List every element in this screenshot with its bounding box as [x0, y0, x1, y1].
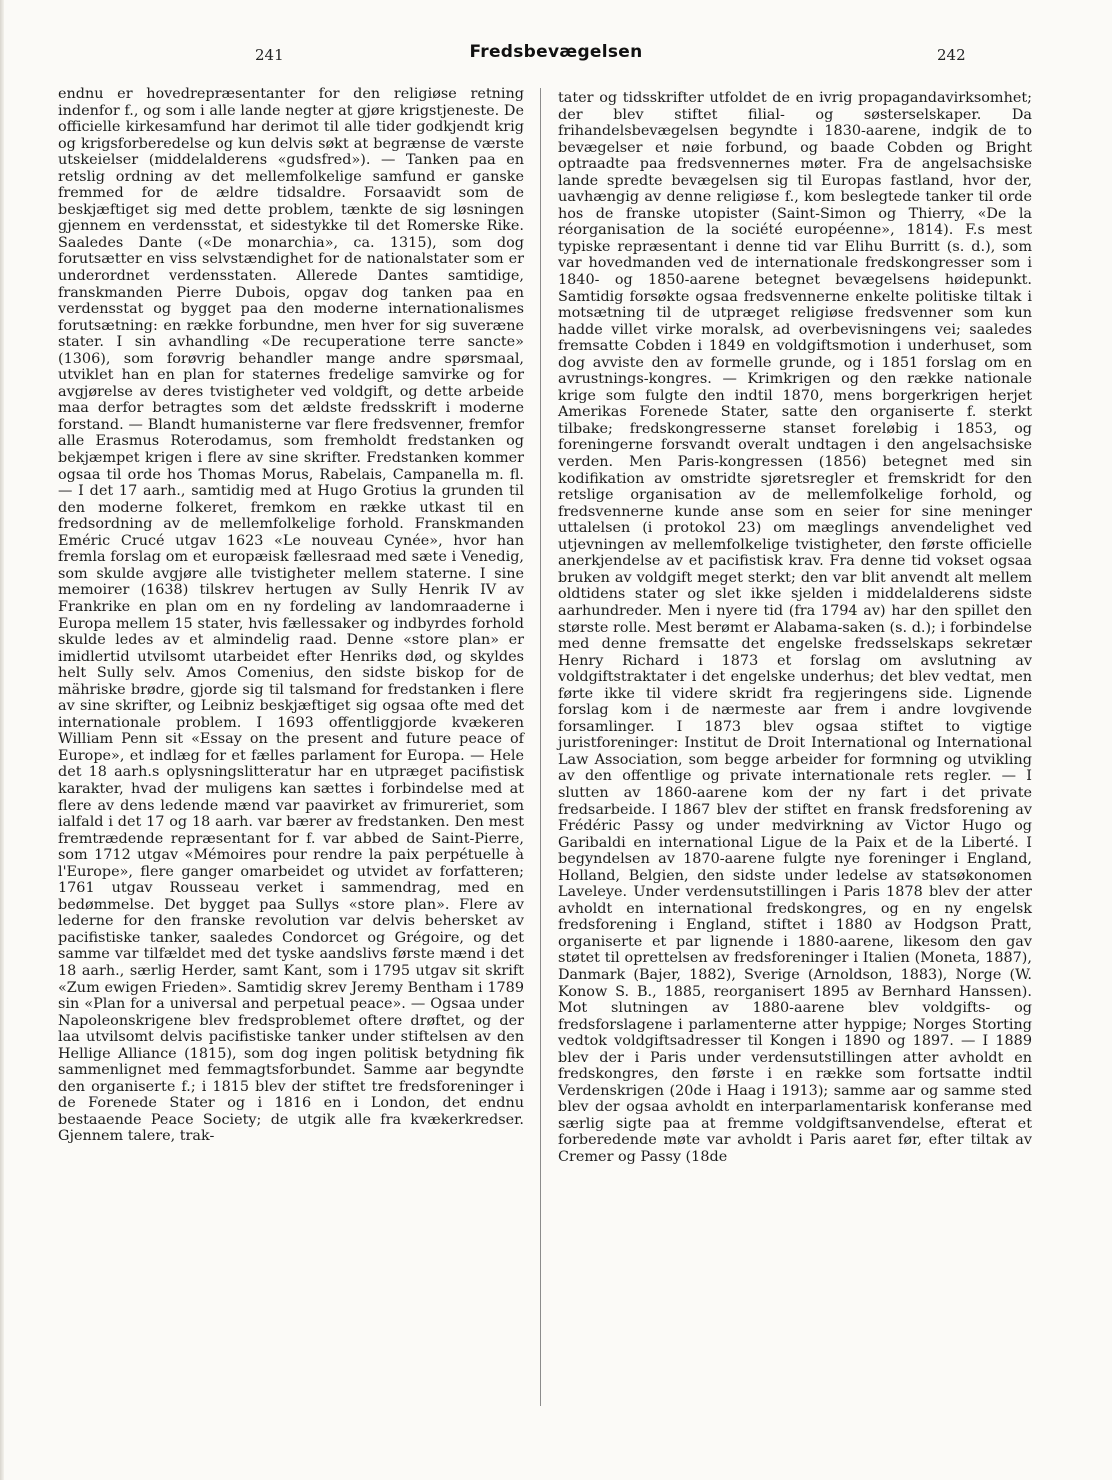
left-column-text: endnu er hovedrepræsentanter for den religiøse retning indenfor f., og som i alle lande negter at gjøre krigstjeneste. De officielle kirkesamfund har derimot til alle tider godkjendt krig og krigsforberedelse og kun delvis søkt at begrænse de værste utskeielser (middelalderens «gudsfred»). — Tanken paa en retslig ordning av det mellemfolkelige samfund er ganske fremmed for de ældre tidsaldre. Forsaavidt som de beskjæftiget sig med dette problem, tænkte de sig løsningen gjennem en verdensstat, et sidestykke til det Romerske Rike. Saaledes Dante («De monarchia», ca. 1315), som dog forutsætter en viss selvstændighet for de nationalstater som er underordnet verdensstaten. Allerede Dantes samtidige, franskmanden Pierre Dubois, opgav dog tanken paa en verdensstat og bygget paa den moderne internationalismes forutsætning: en række forbundne, men hver for sig suveræne stater. I sin avhandling «De recuperatione terre sancte» (1306), som forøvrig behandler mange andre spørsmaal, utviklet han en plan for staternes fredelige samvirke og for avgjørelse av deres tvistigheter ved voldgift, og dette arbeide maa derfor betragtes som det ældste fredsskrift i moderne forstand. — Blandt humanisterne var flere fredsvenner, fremfor alle Erasmus Roterodamus, som fremholdt fredstanken og bekjæmpet krigen i flere av sine skrifter. Fredstanken kommer ogsaa til orde hos Thomas Morus, Rabelais, Campanella m. fl. — I det 17 aarh., samtidig med at Hugo Grotius la grunden til den moderne folkeret, fremkom en række utkast til en fredsordning av de mellemfolkelige forhold. Franskmanden Eméric Crucé utgav 1623 «Le nouveau Cynée», hvor han fremla forslag om et europæisk fællesraad med sæte i Venedig, som skulde avgjøre alle tvistigheter mellem staterne. I sine memoirer (1638) tilskrev hertugen av Sully Henrik IV av Frankrike en plan om en ny fordeling av landomraaderne i Europa mellem 15 stater, hvis fællessaker og indbyrdes forhold skulde ledes av et almindelig raad. Denne «store plan» er imidlertid utvilsomt utarbeidet efter Henriks død, og skyldes helt Sully selv. Amos Comenius, den sidste biskop for de mähriske brødre, gjorde sig til talsmand for fredstanken i flere av sine skrifter, og Leibniz beskjæftiget sig ogsaa ofte med det internationale problem. I 1693 offentliggjorde kvækeren William Penn sit «Essay on the present and future peace of Europe», et indlæg for et fælles parlament for Europa. — Hele det 18 aarh.s oplysningslitteratur har en utpræget pacifistisk karakter, hvad der muligens kan sættes i forbindelse med at flere av dens ledende mænd var paavirket av frimureriet, som ialfald i det 17 og 18 aarh. var bærer av fredstanken. Den mest fremtrædende repræsentant for f. var abbed de Saint-Pierre, som 1712 utgav «Mémoires pour rendre la paix perpétuelle à l'Europe», flere ganger omarbeidet og utvidet av forfatteren; 1761 utgav Rousseau verket i sammendrag, med en bedømmelse. Det bygget paa Sullys «store plan». Flere av lederne for den franske revolution var delvis behersket av pacifistiske tanker, saaledes Condorcet og Grégoire, og det samme var tilfældet med det tyske aandslivs første mænd i det 18 aarh., særlig Herder, samt Kant, som i 1795 utgav sit skrift «Zum ewigen Frieden». Samtidig skrev Jeremy Bentham i 1789 sin «Plan for a universal and perpetual peace». — Ogsaa under Napoleonskrigene blev fredsproblemet oftere drøftet, og der laa utvilsomt delvis pacifistiske tanker under stiftelsen av den Hellige Alliance (1815), som dog ingen politisk betydning fik sammenlignet med femmagtsforbundet. Samme aar begyndte den organiserte f.; i 1815 blev der stiftet tre fredsforeninger i de Forenede Stater og i 1816 en i London, det endnu bestaaende Peace Society; de utgik alle fra kvækerkredser. Gjennem talere, trak- [58, 86, 524, 1145]
page-number-right: 242 [937, 46, 966, 64]
right-column [558, 90, 1032, 1166]
page-edge [0, 0, 4, 1480]
page-number-left: 241 [255, 46, 284, 64]
right-column-text: tater og tidsskrifter utfoldet de en ivrig propagandavirksomhet; der blev stiftet filial- og søsterselskaper. Da frihandelsbevægelsen begyndte i 1830-aarene, indgik de to bevægelser et nøie forbund, og baade Cobden og Bright optraadte paa fredsvennernes møter. Fra de angelsachsiske lande spredte bevægelsen sig til Europas fastland, hvor der, uavhængig av denne religiøse f., kom beslegtede tanker til orde hos de franske utopister (Saint-Simon og Thierry, «De la réorganisation de la société européenne», 1814). F.s mest typiske repræsentant i denne tid var Elihu Burritt (s. d.), som var hovedmanden ved de internationale fredskongresser som i 1840- og 1850-aarene betegnet bevægelsens høidepunkt. Samtidig forsøkte ogsaa fredsvennerne enkelte politiske tiltak i motsætning til de utpræget religiøse fredsvenner som kun hadde villet virke moralsk, ad overbevisningens vei; saaledes fremsatte Cobden i 1849 en voldgiftsmotion i underhuset, som dog avviste den av formelle grunde, og i 1851 forslag om en avrustnings-kongres. — Krimkrigen og den række nationale krige som fulgte den indtil 1870, mens borgerkrigen herjet Amerikas Forenede Stater, satte den organiserte f. sterkt tilbake; fredskongresserne stanset foreløbig i 1853, og foreningerne forsvandt overalt undtagen i den angelsachsiske verden. Men Paris-kongressen (1856) betegnet med sin kodifikation av omstridte sjøretsregler et fremskridt for den retslige organisation av de mellemfolkelige forhold, og fredsvennerne kunde anse som en seier for sine meninger uttalelsen (i protokol 23) om mæglings anvendelighet ved utjevningen av mellemfolkelige tvistigheter, den første officielle anerkjendelse av et pacifistisk krav. Fra denne tid vokset ogsaa bruken av voldgift meget sterkt; den var blit anvendt alt mellem oldtidens stater og slet ikke sjelden i middelalderens sidste aarhundreder. Men i nyere tid (fra 1794 av) har den spillet den største rolle. Mest berømt er Alabama-saken (s. d.); i forbindelse med denne fremsatte det engelske fredsselskaps sekretær Henry Richard i 1873 et forslag om avslutning av voldgiftstraktater i det engelske underhus; det blev vedtat, men førte ikke til videre skridt fra regjeringens side. Lignende forslag kom i de nærmeste aar frem i andre lovgivende forsamlinger. I 1873 blev ogsaa stiftet to vigtige juristforeninger: Institut de Droit International og International Law Association, som begge arbeider for formning og utvikling av den offentlige og private internationale rets regler. — I slutten av 1860-aarene kom der ny fart i det private fredsarbeide. I 1867 blev der stiftet en fransk fredsforening av Frédéric Passy og under medvirkning av Victor Hugo og Garibaldi en international Ligue de la Paix et de la Liberté. I begyndelsen av 1870-aarene fulgte nye foreninger i England, Holland, Belgien, den sidste under ledelse av statsøkonomen Laveleye. Under verdensutstillingen i Paris 1878 blev der atter avholdt en international fredskongres, og en ny engelsk fredsforening i England, stiftet i 1880 av Hodgson Pratt, organiserte et par lignende i 1880-aarene, likesom den gav støtet til oprettelsen av fredsforeninger i Italien (Moneta, 1887), Danmark (Bajer, 1882), Sverige (Arnoldson, 1883), Norge (W. Konow S. B., 1885, reorganisert 1895 av Bernhard Hanssen). Mot slutningen av 1880-aarene blev voldgifts- og fredsforslagene i parlamenterne atter hyppige; Norges Storting vedtok voldgiftsadresser til Kongen i 1890 og 1897. — I 1889 blev der i Paris under verdensutstillingen atter avholdt en fredskongres, den første i en række som fortsatte indtil Verdenskrigen (20de i Haag i 1913); samme aar og samme sted blev der ogsaa avholdt en interparlamentarisk konferanse med særlig sigte paa at fremme voldgiftsanvendelse, efterat et forberedende møte var avholdt i Paris aaret før, efter tiltak av Cremer og Passy (18de [558, 90, 1032, 1165]
column-divider [540, 88, 541, 1406]
page-header [0, 42, 1112, 70]
running-title: Fredsbevægelsen [469, 42, 643, 62]
left-column [58, 86, 524, 1145]
